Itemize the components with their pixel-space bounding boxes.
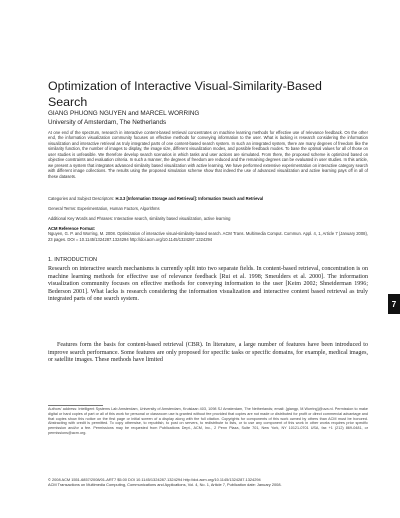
author-names: GIANG PHUONG NGUYEN and MARCEL WORRING xyxy=(48,110,200,117)
categories-label: Categories and Subject Descriptors: xyxy=(48,196,115,201)
categories-value: H.3.3 [Information Storage and Retrieval]: Information Search and Retrieval xyxy=(115,196,264,201)
acm-reference xyxy=(48,226,368,242)
abstract: At one end of the spectrum, research in interactive content-based retrieval concentrates on machine learning methods for effective use of relevance feedback. On the other end, the information visualization community focuses on effective methods for conveying information to the user. What is lacking is research considering the information visualization and interactive retrieval as truly integrated parts of one content-based search system. In such an integrated system, there are many degrees of freedom like the similarity function, the number of images to display, the image size, different visualization modes, and possible feedback modes. To base the optimal values for all of those on user studies is unfeasible. We therefore develop search scenarios in which tasks and user actions are simulated. From there, the proposed scheme is optimized based on objective constraints and evaluation criteria. In such a manner, the degrees of freedom are reduced and the remaining degrees can be evaluated in user studies. In this article, we present a system that integrates advanced similarity based visualization with active learning. We have performed extensive experimentation on interactive category search with different image collections. The results using the proposed simulation scheme show that indeed the use of advanced visualization and active learning pays off in all of these datasets. xyxy=(48,130,368,179)
page-footer xyxy=(48,477,368,487)
author-affiliation: University of Amsterdam, The Netherlands xyxy=(48,119,167,126)
acm-reference-text: Nguyen, G. P. and Worring, M. 2008. Optimization of interactive visual-similarity-based search. ACM Trans. Multimedia Comput. Commun. Appl. 4, 1, Article 7 (January 2008), 23 pages. DOI = 10.1145/1324287.1324294 http://doi.acm.org/10.1145/1324287.1324294 xyxy=(48,231,368,242)
footnote-divider xyxy=(48,405,103,406)
section-heading: 1. INTRODUCTION xyxy=(48,257,98,263)
intro-paragraph-2: Features form the basis for content-based retrieval (CBR). In literature, a large number of features have been introduced to improve search performance. Some features are only proposed for specific tasks or specific domains, for example, medical images, or satellite images. These methods have limited xyxy=(48,342,368,364)
article-number-tab: 7 xyxy=(388,294,400,314)
general-terms: General Terms: Experimentation, Human Factors, Algorithms xyxy=(48,206,160,211)
keywords: Additional Key Words and Phrases: Interactive search, similarity based visualization, active learning xyxy=(48,216,231,221)
paper-title: Optimization of Interactive Visual-Similarity-Based Search xyxy=(48,79,322,109)
intro-paragraph-1: Research on interactive search mechanisms is currently split into two separate fields. In content-based retrieval, concentration is on machine learning methods for effective use of relevance feedback [Rui et al. 1998; Smeulders et al. 2000]. The information visualization community focuses on effective methods for conveying information to the user [Keim 2002; Shneiderman 1996; Bederson 2001]. What lacks is research considering the information visualization and interactive content based retrieval as truly integrated parts of one search system. xyxy=(48,266,368,303)
author-block xyxy=(48,109,368,127)
copyright-line: © 2008 ACM 1551-6857/2008/01-ART7 $5.00 DOI 10.1145/1324287.1324294 http://doi.acm.org/10.1145/1324287.1324294 xyxy=(48,477,261,482)
journal-footer: ACM Transactions on Multimedia Computing, Communications and Applications, Vol. 4, No. 1, Article 7, Publication date: January 2008. xyxy=(48,482,282,487)
acm-reference-title: ACM Reference Format: xyxy=(48,226,96,231)
categories-line xyxy=(48,196,368,201)
footnote: Authors' address: Intelligent Systems Lab Amsterdam, University of Amsterdam, Kruislaan 403, 1098 SJ Amsterdam, The Netherlands; email: {giangp, M.Worring}@uva.nl. Permission to make digital or hard copies of part or all of this work for personal or classroom use is granted without fee provided that copies are not made or distributed for profit or direct commercial advantage and that copies show this notice on the first page or initial screen of a display along with the full citation. Copyrights for components of this work owned by others than ACM must be honored. Abstracting with credit is permitted. To copy otherwise, to republish, to post on servers, to redistribute to lists, or to use any component of this work in other works requires prior specific permission and/or a fee. Permissions may be requested from Publications Dept., ACM, Inc., 2 Penn Plaza, Suite 701, New York, NY 10121-0701 USA, fax +1 (212) 869-0481, or permissions@acm.org. xyxy=(48,407,368,435)
